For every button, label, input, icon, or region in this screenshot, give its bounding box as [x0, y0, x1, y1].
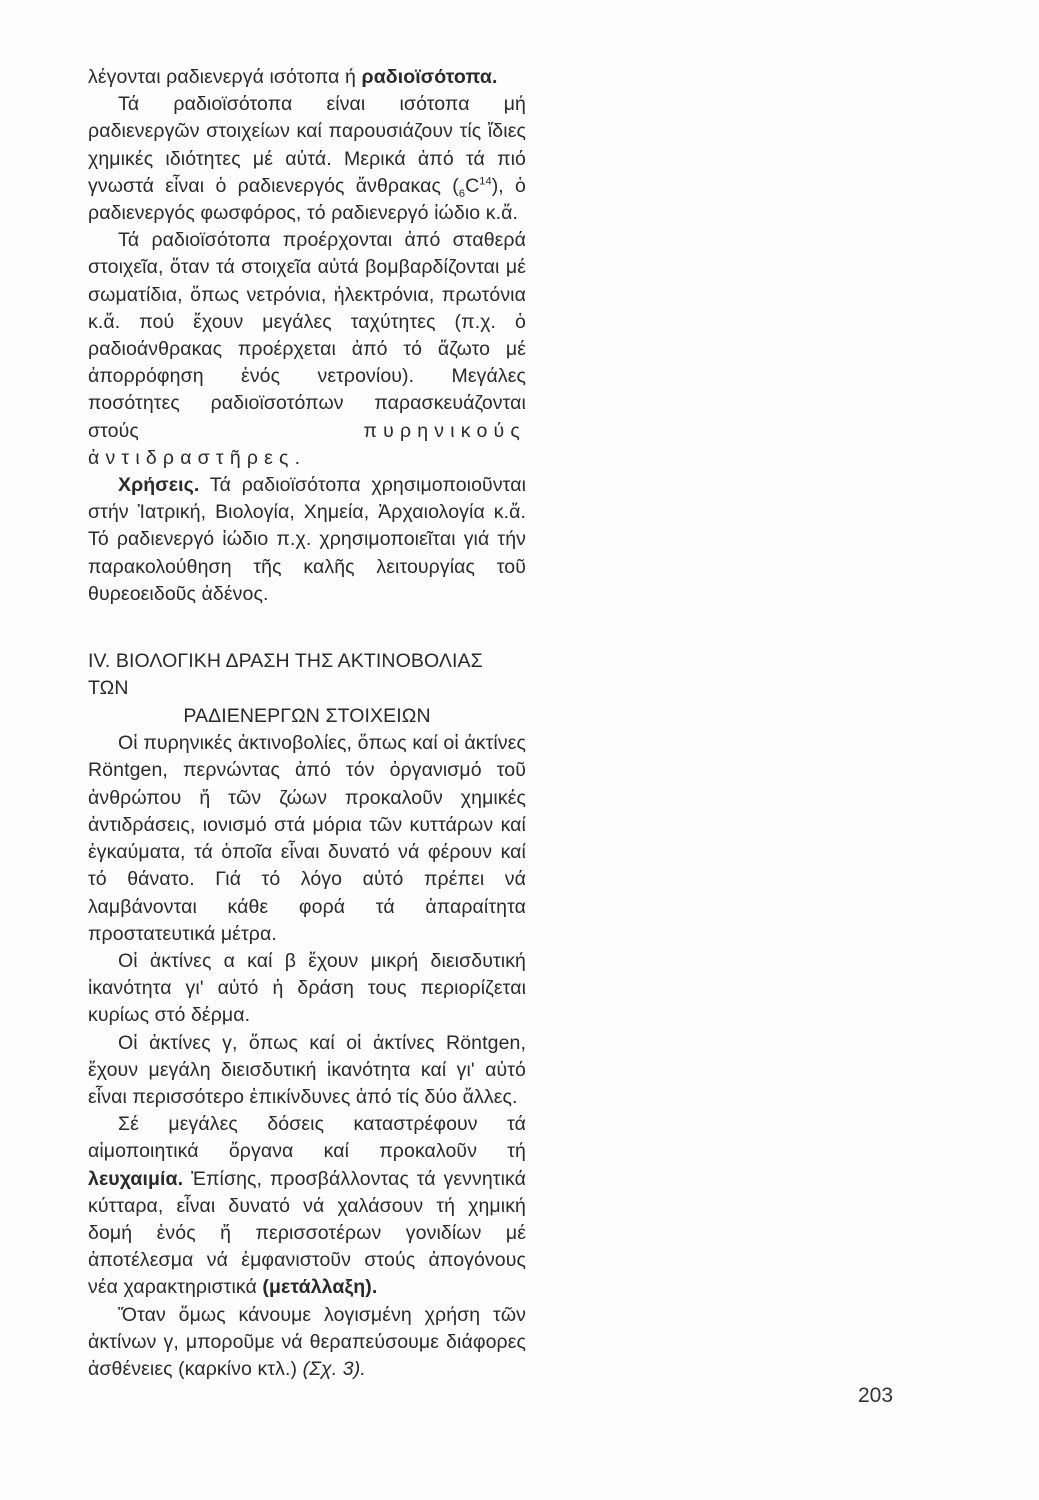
paragraph-intro-3 — [88, 227, 526, 472]
uses-text: Τά ραδιοϊσότοπα χρησιμοποιοῦνται στήν Ἰατρική, Βιολογία, Χημεία, Ἀρχαιολογία κ.ἄ. Τό ραδιενεργό ἰώδιο π.χ. χρησιμοποιεῖται γιά τήν παρακολούθηση τῆς καλῆς λειτουργίας τοῦ θυρεοειδοῦς ἀδένος. — [88, 474, 526, 605]
text-column — [88, 64, 526, 1383]
bio-4-text-a: Σέ μεγάλες δόσεις καταστρέφουν τά αἱμοποιητικά ὄργανα καί προκαλοῦν τή — [88, 1113, 526, 1163]
intro-1-text: λέγονται ραδιενεργά ισότοπα ή — [88, 66, 362, 88]
paragraph-bio-3: Οἱ ἀκτίνες γ, ὅπως καί οἱ ἀκτίνες Röntgen, ἔχουν μεγάλη διεισδυτική ἱκανότητα καί γι' αὐτό εἶναι περισσότερο ἐπικίνδυνες ἀπό τίς δύο ἄλλες. — [88, 1031, 526, 1108]
bio-4-text-b: Ἐπίσης, προσβάλλοντας τά γεννητικά κύτταρα, εἶναι δυνατό νά χαλάσουν τή χημική δομή ἑνός ἤ περισσοτέρων γονιδίων μέ ἀποτέλεσμα νά ἐμφανιστοῦν στούς ἀπογόνους νέα χαρακτηριστικά — [88, 1167, 526, 1299]
heading-line-1: IV. ΒΙΟΛΟΓΙΚΗ ΔΡΑΣΗ ΤΗΣ ΑΚΤΙΝΟΒΟΛΙΑΣ ΤΩΝ — [88, 650, 483, 700]
term-leukemia: λευχαιμία. — [88, 1167, 184, 1190]
mass-number: 14 — [479, 175, 492, 188]
paragraph-intro-1 — [88, 64, 526, 91]
paragraph-bio-4 — [88, 1111, 526, 1301]
paragraph-bio-5 — [88, 1302, 526, 1384]
term-uses: Χρήσεις. — [118, 474, 200, 497]
term-radioisotopes: ραδιοϊσότοπα. — [361, 66, 498, 88]
intro-2-text: Τά ραδιοϊσότοπα είναι ισότοπα μή ραδιενεργῶν στοιχείων καί παρουσιάζουν τίς ἴδιες χημικές ιδιότητες μέ αὐτά. Μερικά ἀπό τά πιό γνωστά εἶναι ὁ ραδιενεργός ἄνθρακας ( — [88, 93, 526, 197]
term-mutation: (μετάλλαξη). — [262, 1276, 378, 1299]
section-heading — [88, 648, 526, 730]
paragraph-uses — [88, 472, 526, 608]
term-nuclear-reactors: πυρηνικούς ἀντιδραστῆρες. — [88, 419, 526, 469]
paragraph-bio-2: Οἱ ἀκτίνες α καί β ἔχουν μικρή διεισδυτική ἱκανότητα γι' αὐτό ἡ δράση τους περιορίζεται κυρίως στό δέρμα. — [88, 949, 526, 1027]
atomic-number: 6 — [458, 187, 466, 200]
paragraph-bio-1: Οἱ πυρηνικές ἀκτινοβολίες, ὅπως καί οἱ ἀκτίνες Röntgen, περνώντας ἀπό τόν ὀργανισμό τοῦ ἀνθρώπου ἤ τῶν ζώων προκαλοῦν χημικές ἀντιδράσεις, ιονισμό στά μόρια τῶν κυττάρων καί ἐγκαύματα, τά ὁποῖα εἶναι δυνατό νά φέρουν καί τό θάνατο. Γιά τό λόγο αὐτό πρέπει νά λαμβάνονται κάθε φορά τά ἀπαραίτητα προστατευτικά μέτρα. — [88, 732, 526, 945]
figure-reference: (Σχ. 3). — [302, 1357, 366, 1380]
paragraph-intro-2 — [88, 91, 526, 227]
page-number: 203 — [858, 1384, 894, 1407]
bio-5-text: Ὅταν ὅμως κάνουμε λογισμένη χρήση τῶν ἀκτίνων γ, μποροῦμε νά θεραπεύσουμε διάφορες ἀσθένειες (καρκίνο κτλ.) — [88, 1303, 526, 1380]
section-gap — [88, 608, 526, 648]
intro-2-end: ), ὁ ραδιενεργός φωσφόρος, τό ραδιενεργό ἰώδιο κ.ἄ. — [88, 174, 526, 225]
carbon-symbol: C — [465, 174, 480, 197]
heading-line-2: ΡΑΔΙΕΝΕΡΓΩΝ ΣΤΟΙΧΕΙΩΝ — [183, 704, 431, 727]
intro-3-text: Τά ραδιοϊσότοπα προέρχονται ἀπό σταθερά στοιχεῖα, ὅταν τά στοιχεῖα αὐτά βομβαρδίζονται μέ σωματίδια, ὅπως νετρόνια, ἠλεκτρόνια, πρωτόνια κ.ἄ. πού ἔχουν μεγάλες ταχύτητες (π.χ. ὁ ραδιοάνθρακας προέρχεται ἀπό τό ἄζωτο μέ ἀπορρόφηση ἑνός νετρονίου). Μεγάλες ποσότητες ραδιοϊσοτόπων παρασκευάζονται στούς — [88, 229, 526, 442]
